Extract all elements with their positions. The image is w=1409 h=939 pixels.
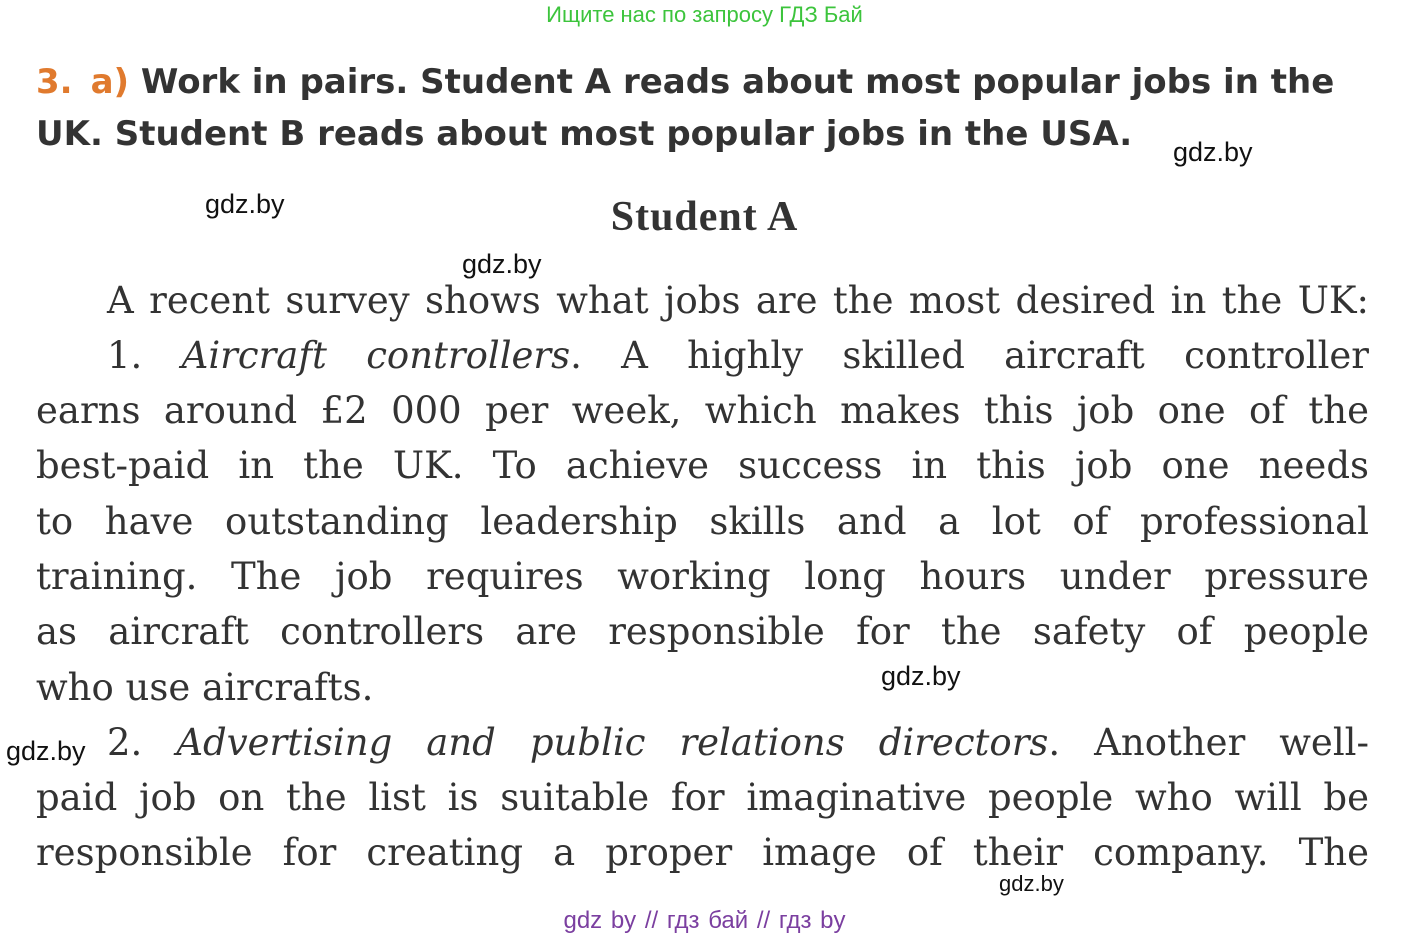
task-text-1: Work in pairs. Student A reads about most popular jobs in the xyxy=(140,62,1335,102)
item1-line: training. The job requires working long hours under pressure xyxy=(36,555,1369,598)
item2-line1-rest: . Another well- xyxy=(1048,721,1369,764)
item1-number: 1. xyxy=(107,334,143,377)
item2-line: responsible for creating a proper image of their company. The xyxy=(36,831,1369,874)
item2-title: Advertising and public relations directors xyxy=(176,721,1049,764)
task-line-2: UK. Student B reads about most popular jobs in the USA. xyxy=(36,114,1133,154)
item1-line: who use aircrafts. xyxy=(36,666,374,709)
watermark: gdz.by xyxy=(6,736,86,766)
item1-line1-rest: . A highly skilled aircraft controller xyxy=(570,334,1369,377)
item1-first-line xyxy=(107,332,1369,380)
watermark: gdz.by xyxy=(999,871,1064,896)
watermark: gdz.by xyxy=(462,249,542,279)
watermark: gdz.by xyxy=(205,189,285,219)
footer-links: gdz by // гдз бай // гдз by xyxy=(563,907,846,934)
top-banner: Ищите нас по запросу ГДЗ Бай xyxy=(546,2,863,27)
watermark: gdz.by xyxy=(1173,137,1253,167)
task-line-1 xyxy=(36,56,1376,108)
item1-line: as aircraft controllers are responsible for the safety of people xyxy=(36,610,1369,653)
item1-line: best-paid in the UK. To achieve success in this job one needs xyxy=(36,444,1369,487)
item1-line: to have outstanding leadership skills and a lot of professional xyxy=(36,500,1369,543)
watermark: gdz.by xyxy=(881,661,961,691)
item2-number: 2. xyxy=(107,721,143,764)
item1-line: earns around £2 000 per week, which makes this job one of the xyxy=(36,389,1369,432)
item1-title: Aircraft controllers xyxy=(181,334,571,377)
task-number: 3. xyxy=(36,62,73,102)
item2-line: paid job on the list is suitable for imaginative people who will be xyxy=(36,776,1369,819)
task-letter: a) xyxy=(90,62,130,102)
item2-first-line xyxy=(107,719,1369,767)
intro-line: A recent survey shows what jobs are the most desired in the UK: xyxy=(107,279,1369,322)
section-heading: Student A xyxy=(610,194,799,240)
